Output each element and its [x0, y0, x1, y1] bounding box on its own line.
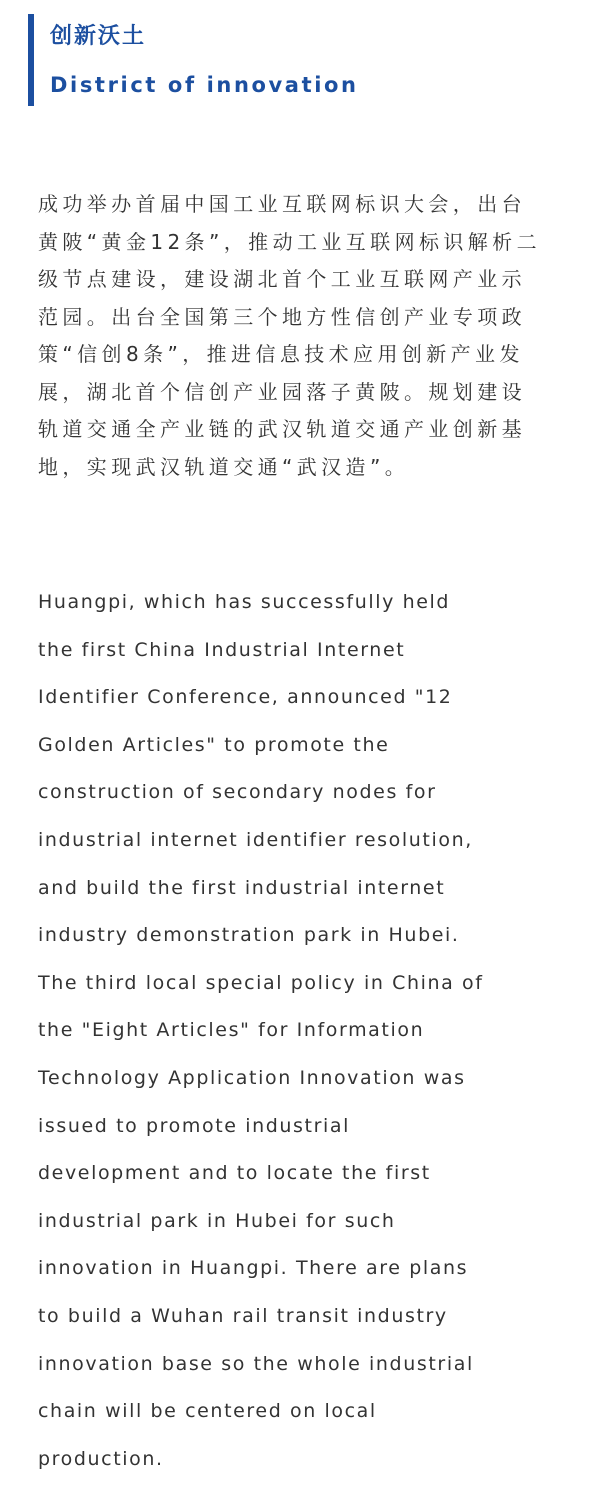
- english-paragraph-line: innovation base so the whole industrial: [38, 1352, 474, 1375]
- english-paragraph-line: construction of secondary nodes for: [38, 781, 437, 804]
- chinese-paragraph-line: 轨道交通全产业链的武汉轨道交通产业创新基: [38, 417, 526, 441]
- english-paragraph-line: to build a Wuhan rail transit industry: [38, 1304, 448, 1327]
- english-paragraph-line: Huangpi, which has successfully held: [38, 591, 451, 613]
- chinese-paragraph-line: 级节点建设，建设湖北首个工业互联网产业示: [38, 267, 526, 291]
- english-paragraph-line: and build the first industrial internet: [38, 876, 446, 899]
- english-paragraph-line: issued to promote industrial: [38, 1114, 350, 1137]
- english-paragraph-line: industry demonstration park in Hubei.: [38, 924, 460, 947]
- section-title-english: District of innovation: [50, 73, 359, 97]
- english-paragraph-line: Technology Application Innovation was: [38, 1066, 466, 1089]
- section-title-chinese: 创新沃土: [50, 24, 147, 49]
- english-paragraph-line: Identifier Conference, announced "12: [38, 686, 453, 709]
- chinese-paragraph: [38, 186, 568, 486]
- english-paragraph-line: industrial park in Hubei for such: [38, 1209, 396, 1232]
- english-paragraph-line: The third local special policy in China of: [38, 971, 484, 994]
- chinese-paragraph-line: 策“信创8条”，推进信息技术应用创新产业发: [38, 342, 524, 366]
- english-paragraph-line: the "Eight Articles" for Information: [38, 1019, 425, 1042]
- english-paragraph-line: Golden Articles" to promote the: [38, 733, 390, 756]
- chinese-paragraph-line: 黄陂“黄金12条”，推动工业互联网标识解析二: [38, 229, 541, 254]
- section-header: [28, 14, 359, 106]
- english-paragraph-line: production.: [38, 1447, 164, 1470]
- english-paragraph-line: chain will be centered on local: [38, 1400, 377, 1423]
- english-paragraph-line: the first China Industrial Internet: [38, 638, 406, 661]
- chinese-paragraph-line: 范园。出台全国第三个地方性信创产业专项政: [38, 304, 526, 329]
- chinese-paragraph-line: 展，湖北首个信创产业园落子黄陂。规划建设: [38, 379, 526, 404]
- english-paragraph: [38, 579, 578, 1483]
- english-paragraph-line: innovation in Huangpi. There are plans: [38, 1257, 469, 1280]
- english-paragraph-line: development and to locate the first: [38, 1162, 431, 1185]
- english-paragraph-line: industrial internet identifier resolution,: [38, 828, 473, 851]
- chinese-paragraph-line: 地，实现武汉轨道交通“武汉造”。: [38, 454, 410, 479]
- chinese-paragraph-line: 成功举办首届中国工业互联网标识大会，出台: [38, 192, 526, 216]
